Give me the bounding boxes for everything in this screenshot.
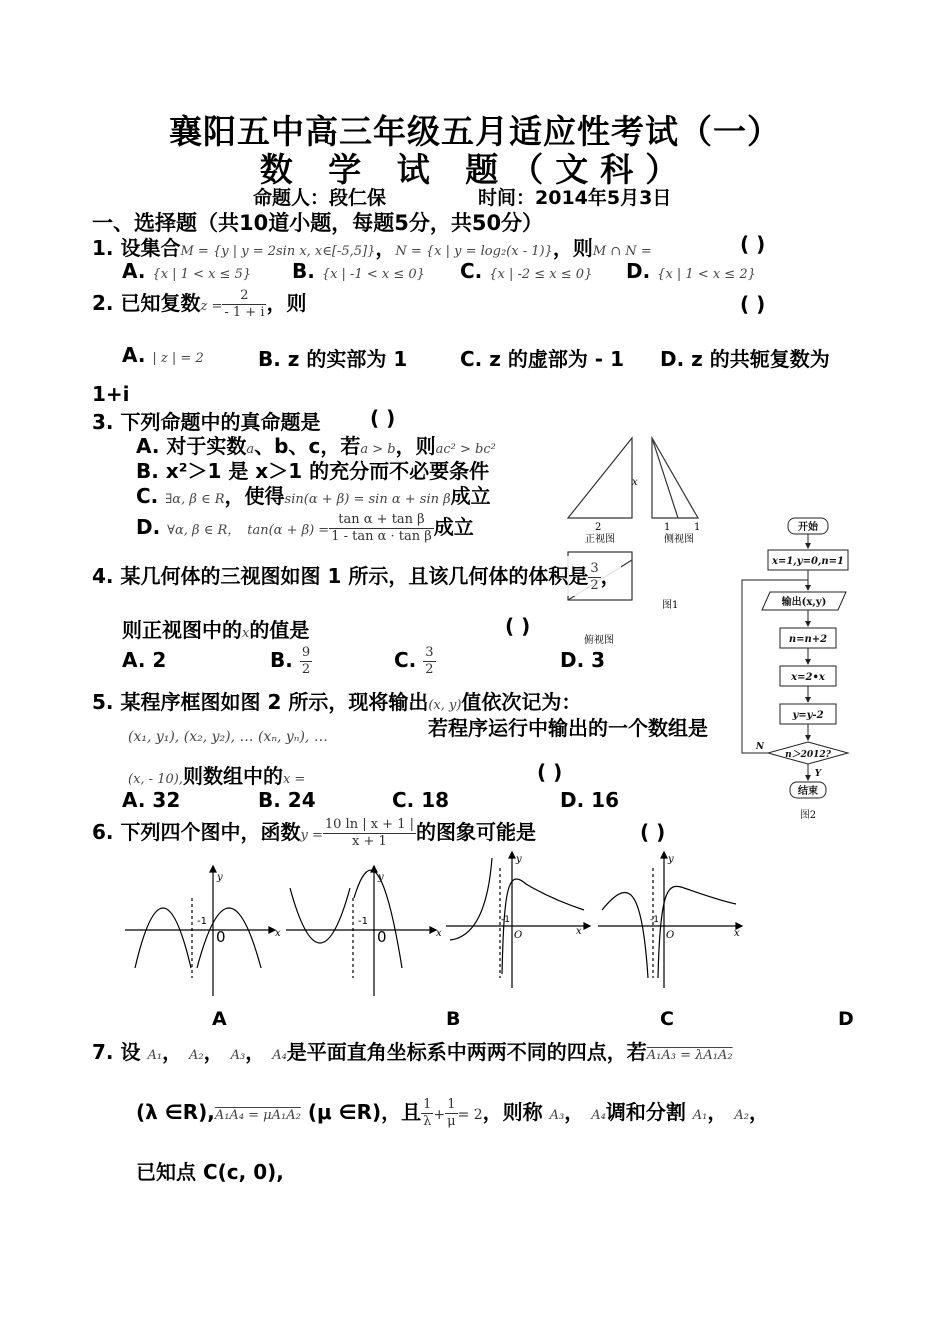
q7-frac-lambda-den: λ: [423, 1114, 432, 1129]
graph-d-y-label: y: [668, 854, 674, 865]
q5-option-c: C. 18: [392, 788, 450, 812]
q1-set-m: M = {y | y = 2sin x, x∈[-5,5]}: [180, 244, 376, 259]
q6-fraction: [323, 817, 416, 850]
q5-cont: 若程序运行中输出的一个数组是: [428, 716, 708, 740]
flow-yes-label: Y: [814, 769, 822, 779]
flow-step-n-label: n=n+2: [788, 634, 828, 645]
fig1-top-label: 俯视图: [584, 635, 614, 646]
q6-stem-a: 6. 下列四个图中，函数: [92, 820, 301, 844]
graph-a-x-label: x: [275, 928, 281, 939]
q6-den: x + 1: [352, 834, 387, 849]
q7-frac-mu-den: μ: [447, 1114, 456, 1129]
q4-vol-den: 2: [590, 578, 599, 593]
graph-b-origin: 0: [377, 928, 387, 946]
q4-line2-b: 的值是: [249, 618, 310, 642]
exam-date: 时间：2014年5月3日: [478, 187, 672, 209]
q5-ask-var: x =: [282, 772, 306, 787]
q3-c-eq: sin(α + β) = sin α + sin β: [284, 492, 451, 507]
fig1-front-label: 正视图: [585, 534, 615, 545]
q4-option-c-frac: [423, 645, 435, 678]
q4-vol-num: 3: [590, 561, 599, 576]
q4-option-c: [394, 640, 436, 680]
q1-option-b: {x | -1 < x ≤ 0}: [321, 267, 425, 282]
flow-start-label: 开始: [798, 522, 818, 533]
graph-a-y-label: y: [217, 872, 223, 883]
graph-d-tick: -1: [650, 915, 659, 925]
graph-label-b: B: [446, 1008, 461, 1030]
q5-pair: (x, y): [428, 698, 462, 713]
q2-fraction: [222, 288, 266, 321]
q4-stem-end: ，: [600, 564, 621, 588]
q7-line2-p3: A₃: [549, 1108, 565, 1123]
q7-sep-6: ，: [748, 1100, 769, 1124]
q7-point-4: A₄: [272, 1048, 287, 1063]
side-view-shape: [652, 438, 698, 518]
q3-d-fraction: [329, 512, 434, 545]
q7-vector-2: A₁A₄ = μA₁A₂: [214, 1108, 301, 1123]
q7-line2-p1: A₁: [692, 1108, 708, 1123]
q7-sep-3: ，: [245, 1040, 266, 1064]
q7-sep-1: ，: [162, 1040, 183, 1064]
q3-a-cond: a > b: [360, 442, 396, 457]
q3-option-d: [136, 506, 474, 552]
q2-line: [92, 283, 306, 327]
q5-ask: 则数组中的: [182, 764, 283, 788]
fig1-side-label: 侧视图: [664, 534, 694, 545]
graph-d-x-label: x: [734, 928, 740, 939]
graph-c-x-label: x: [576, 926, 582, 937]
graph-c-y-label: y: [516, 854, 522, 865]
q1-options: [122, 259, 251, 283]
exam-subtitle: 数 学 试 题（文科）: [259, 150, 691, 189]
flow-step-x-label: x=2•x: [791, 672, 825, 683]
q4-line2-var: x: [242, 626, 250, 641]
q3-answer-paren: ( ): [370, 406, 396, 430]
q3-d-expr: ∀α, β ∈ R，: [167, 523, 241, 538]
q3-c-mid: ，使得: [224, 484, 285, 508]
q1-answer-paren: ( ): [740, 232, 766, 256]
q2-option-c: C. z 的虚部为 - 1: [460, 347, 624, 371]
q1-option-a: {x | 1 < x ≤ 5}: [152, 267, 252, 282]
q1-line: [92, 232, 652, 261]
q3-d-label: D.: [136, 515, 161, 539]
q1-option-d: {x | 1 < x ≤ 2}: [657, 267, 756, 282]
q7-point-2: A₂: [189, 1048, 204, 1063]
q1-option-b-label: B.: [292, 259, 315, 283]
q5-stem-a: 5. 某程序框图如图 2 所示，现将输出: [92, 690, 429, 714]
q7-point-1: A₁: [147, 1048, 163, 1063]
q5-ask-line: [128, 760, 305, 789]
q4-option-c-label: C.: [394, 648, 417, 672]
flow-no-label: N: [755, 742, 765, 752]
flow-caption: 图2: [799, 810, 817, 821]
graph-b-x-label: x: [436, 928, 442, 939]
q6-graph-a: [125, 858, 280, 998]
graph-b-y-label: y: [378, 872, 384, 883]
q2-option-a-line: [122, 343, 204, 367]
q7-sep-2: ，: [203, 1040, 224, 1064]
fig1-side-base-1: 1: [664, 522, 671, 533]
graph-a-origin: 0: [216, 928, 226, 946]
q4-option-d: D. 3: [560, 648, 606, 672]
graph-d-origin: O: [666, 930, 675, 941]
q4-option-b-den: 2: [301, 662, 311, 677]
q5-sequence: (x₁, y₁), (x₂, y₂), … (xₙ, yₙ), …: [128, 729, 328, 745]
q4-option-c-den: 2: [425, 662, 434, 677]
q5-stem-b: 值依次记为：: [461, 690, 582, 714]
q3-c-expr: ∃α, β ∈ R: [165, 492, 225, 507]
figure-2-flowchart: [740, 514, 860, 824]
q1-option-c: {x | -2 ≤ x ≤ 0}: [489, 267, 593, 282]
graph-a-tick: -1: [197, 916, 207, 927]
section-heading: 一、选择题（共10道小题，每题5分，共50分）: [92, 211, 544, 235]
graph-b-tick: -1: [358, 916, 368, 927]
q2-z-eq: z =: [200, 299, 223, 314]
flow-output-label: 输出(x,y): [781, 597, 827, 608]
q1-option-b-line: [292, 259, 425, 283]
q4-line2: [122, 614, 309, 643]
q5-option-a: A. 32: [122, 788, 181, 812]
q4-option-b-frac: [300, 645, 312, 678]
graph-label-a: A: [212, 1008, 227, 1030]
q1-comma: ，: [375, 236, 396, 260]
figure-1-three-views: [560, 430, 745, 652]
q1-option-c-label: C.: [460, 259, 483, 283]
graph-label-d: D: [838, 1008, 854, 1030]
q7-line2-d: 调和分割: [605, 1100, 686, 1124]
q7-frac-mu: [445, 1097, 457, 1130]
q7-line2-p2: A₂: [734, 1108, 749, 1123]
q2-option-a-label: A.: [122, 343, 146, 367]
q1-expr: M ∩ N =: [592, 244, 652, 259]
q2-den: - 1 + i: [224, 305, 265, 320]
q3-a-result: ac² > bc²: [435, 442, 496, 457]
q3-a-then: ，则: [395, 434, 436, 458]
graph-c-tick: -1: [501, 915, 510, 925]
q3-d-num: tan α + tan β: [329, 512, 434, 529]
q2-stem: 2. 已知复数: [92, 291, 201, 315]
q4-option-a: A. 2: [122, 648, 167, 672]
q7-line2-b: (μ ∈R)，且: [307, 1100, 422, 1124]
q2-answer-paren: ( ): [740, 292, 766, 316]
q1-option-d-line: [626, 259, 756, 283]
graph-c-origin: O: [514, 930, 523, 941]
q4-option-b-label: B.: [270, 648, 293, 672]
q2-option-d-cont: 1+i: [92, 382, 130, 406]
q2-option-b: B. z 的实部为 1: [258, 347, 408, 371]
q3-c-end: 成立: [450, 484, 491, 508]
q4-option-c-num: 3: [425, 645, 434, 660]
q1-option-a-label: A.: [122, 259, 146, 283]
q7-line1: [92, 1036, 733, 1065]
q5-stem-line: [92, 686, 581, 715]
q3-c-label: C.: [136, 484, 159, 508]
q6-graph-b: [286, 858, 441, 998]
q7-frac-lambda-num: 1: [423, 1097, 432, 1112]
q6-stem-b: 的图象可能是: [415, 820, 536, 844]
q4-answer-paren: ( ): [505, 614, 531, 638]
q4-stem-line: [92, 556, 621, 596]
q7-frac-mu-num: 1: [445, 1097, 457, 1114]
q2-option-d: D. z 的共轭复数为: [660, 347, 830, 371]
q2-num: 2: [222, 288, 266, 305]
q3-d-end: 成立: [433, 515, 474, 539]
q7-line2-c: ，则称: [482, 1100, 543, 1124]
flow-cond-label: n＞2012?: [785, 750, 831, 760]
q7-sep-4: ，: [564, 1100, 585, 1124]
exam-title: 襄阳五中高三年级五月适应性考试（一）: [169, 112, 781, 151]
q7-point-3: A₃: [230, 1048, 246, 1063]
q3-d-lhs: tan(α + β) =: [247, 523, 330, 538]
q7-frac-lambda: [421, 1097, 433, 1130]
q6-answer-paren: ( ): [640, 820, 666, 844]
flow-end-label: 结束: [798, 786, 818, 797]
q3-d-den: 1 - tan α · tan β: [331, 529, 432, 544]
q2-then: ，则: [266, 291, 307, 315]
q6-y-eq: y =: [300, 828, 323, 843]
q1-option-c-line: [460, 259, 592, 283]
q7-line2-p4: A₄: [591, 1108, 606, 1123]
q7-line2: (λ ∈R),A₁A₄ = μA₁A₂ (μ ∈R)，且 $\frac{1}{\lambda}$ + $\frac{1}{\mu}$ = 2，则称 A₃， A₄调和分割 A₁， A₂，: [136, 1097, 769, 1129]
q5-answer-paren: ( ): [537, 760, 563, 784]
front-view-shape: [568, 438, 632, 518]
q5-option-d: D. 16: [560, 788, 619, 812]
graph-label-c: C: [660, 1008, 674, 1030]
q7-sum-eq: = 2: [457, 1107, 483, 1123]
q4-volume-fraction: [588, 561, 600, 594]
fig1-caption: 图1: [662, 600, 679, 611]
q5-given: (x, - 10),: [128, 772, 183, 787]
q1-then: ，则: [552, 236, 593, 260]
flow-init-label: x=1,y=0,n=1: [771, 556, 845, 567]
q4-option-b: [270, 640, 312, 680]
q6-num: 10 ln | x + 1 |: [324, 817, 414, 832]
fig1-height-var: x: [632, 477, 638, 488]
q6-graph-c: [446, 848, 596, 993]
q3-a-pre: A. 对于实数: [136, 434, 247, 458]
q7-line2-a: (λ ∈R),: [136, 1100, 215, 1124]
fig1-side-base-2: 1: [694, 522, 701, 533]
q3-stem: 3. 下列命题中的真命题是: [92, 410, 321, 434]
flow-step-y-label: y=y-2: [792, 710, 824, 721]
q3-a-mid: 、b、c，若: [254, 434, 361, 458]
exam-author: 命题人：段仁保: [253, 187, 387, 209]
q2-option-a: | z | = 2: [152, 351, 204, 366]
q7-sep-5: ，: [707, 1100, 728, 1124]
q6-graph-d: [598, 848, 748, 993]
q7-line3: 已知点 C(c, 0),: [136, 1160, 284, 1184]
q1-option-d-label: D.: [626, 259, 651, 283]
q3-option-b: B. x²＞1 是 x＞1 的充分而不必要条件: [136, 459, 490, 483]
q4-line2-a: 则正视图中的: [122, 618, 242, 642]
q7-stem-a: 7. 设: [92, 1040, 141, 1064]
q7-stem-b: 是平面直角坐标系中两两不同的四点，若: [286, 1040, 647, 1064]
q3-a-var: a: [246, 442, 255, 457]
fig1-front-base: 2: [595, 522, 602, 533]
q4-stem: 4. 某几何体的三视图如图 1 所示，且该几何体的体积是: [92, 564, 589, 588]
q1-set-n: N = {x | y = log₂(x - 1)}: [395, 244, 553, 259]
q1-stem: 1. 设集合: [92, 236, 181, 260]
q5-option-b: B. 24: [258, 788, 316, 812]
q7-vector-1: A₁A₃ = λA₁A₂: [646, 1048, 733, 1063]
q5-sequence-line: [128, 726, 328, 745]
q4-option-b-num: 9: [301, 645, 311, 660]
q3-option-c: [136, 480, 491, 509]
